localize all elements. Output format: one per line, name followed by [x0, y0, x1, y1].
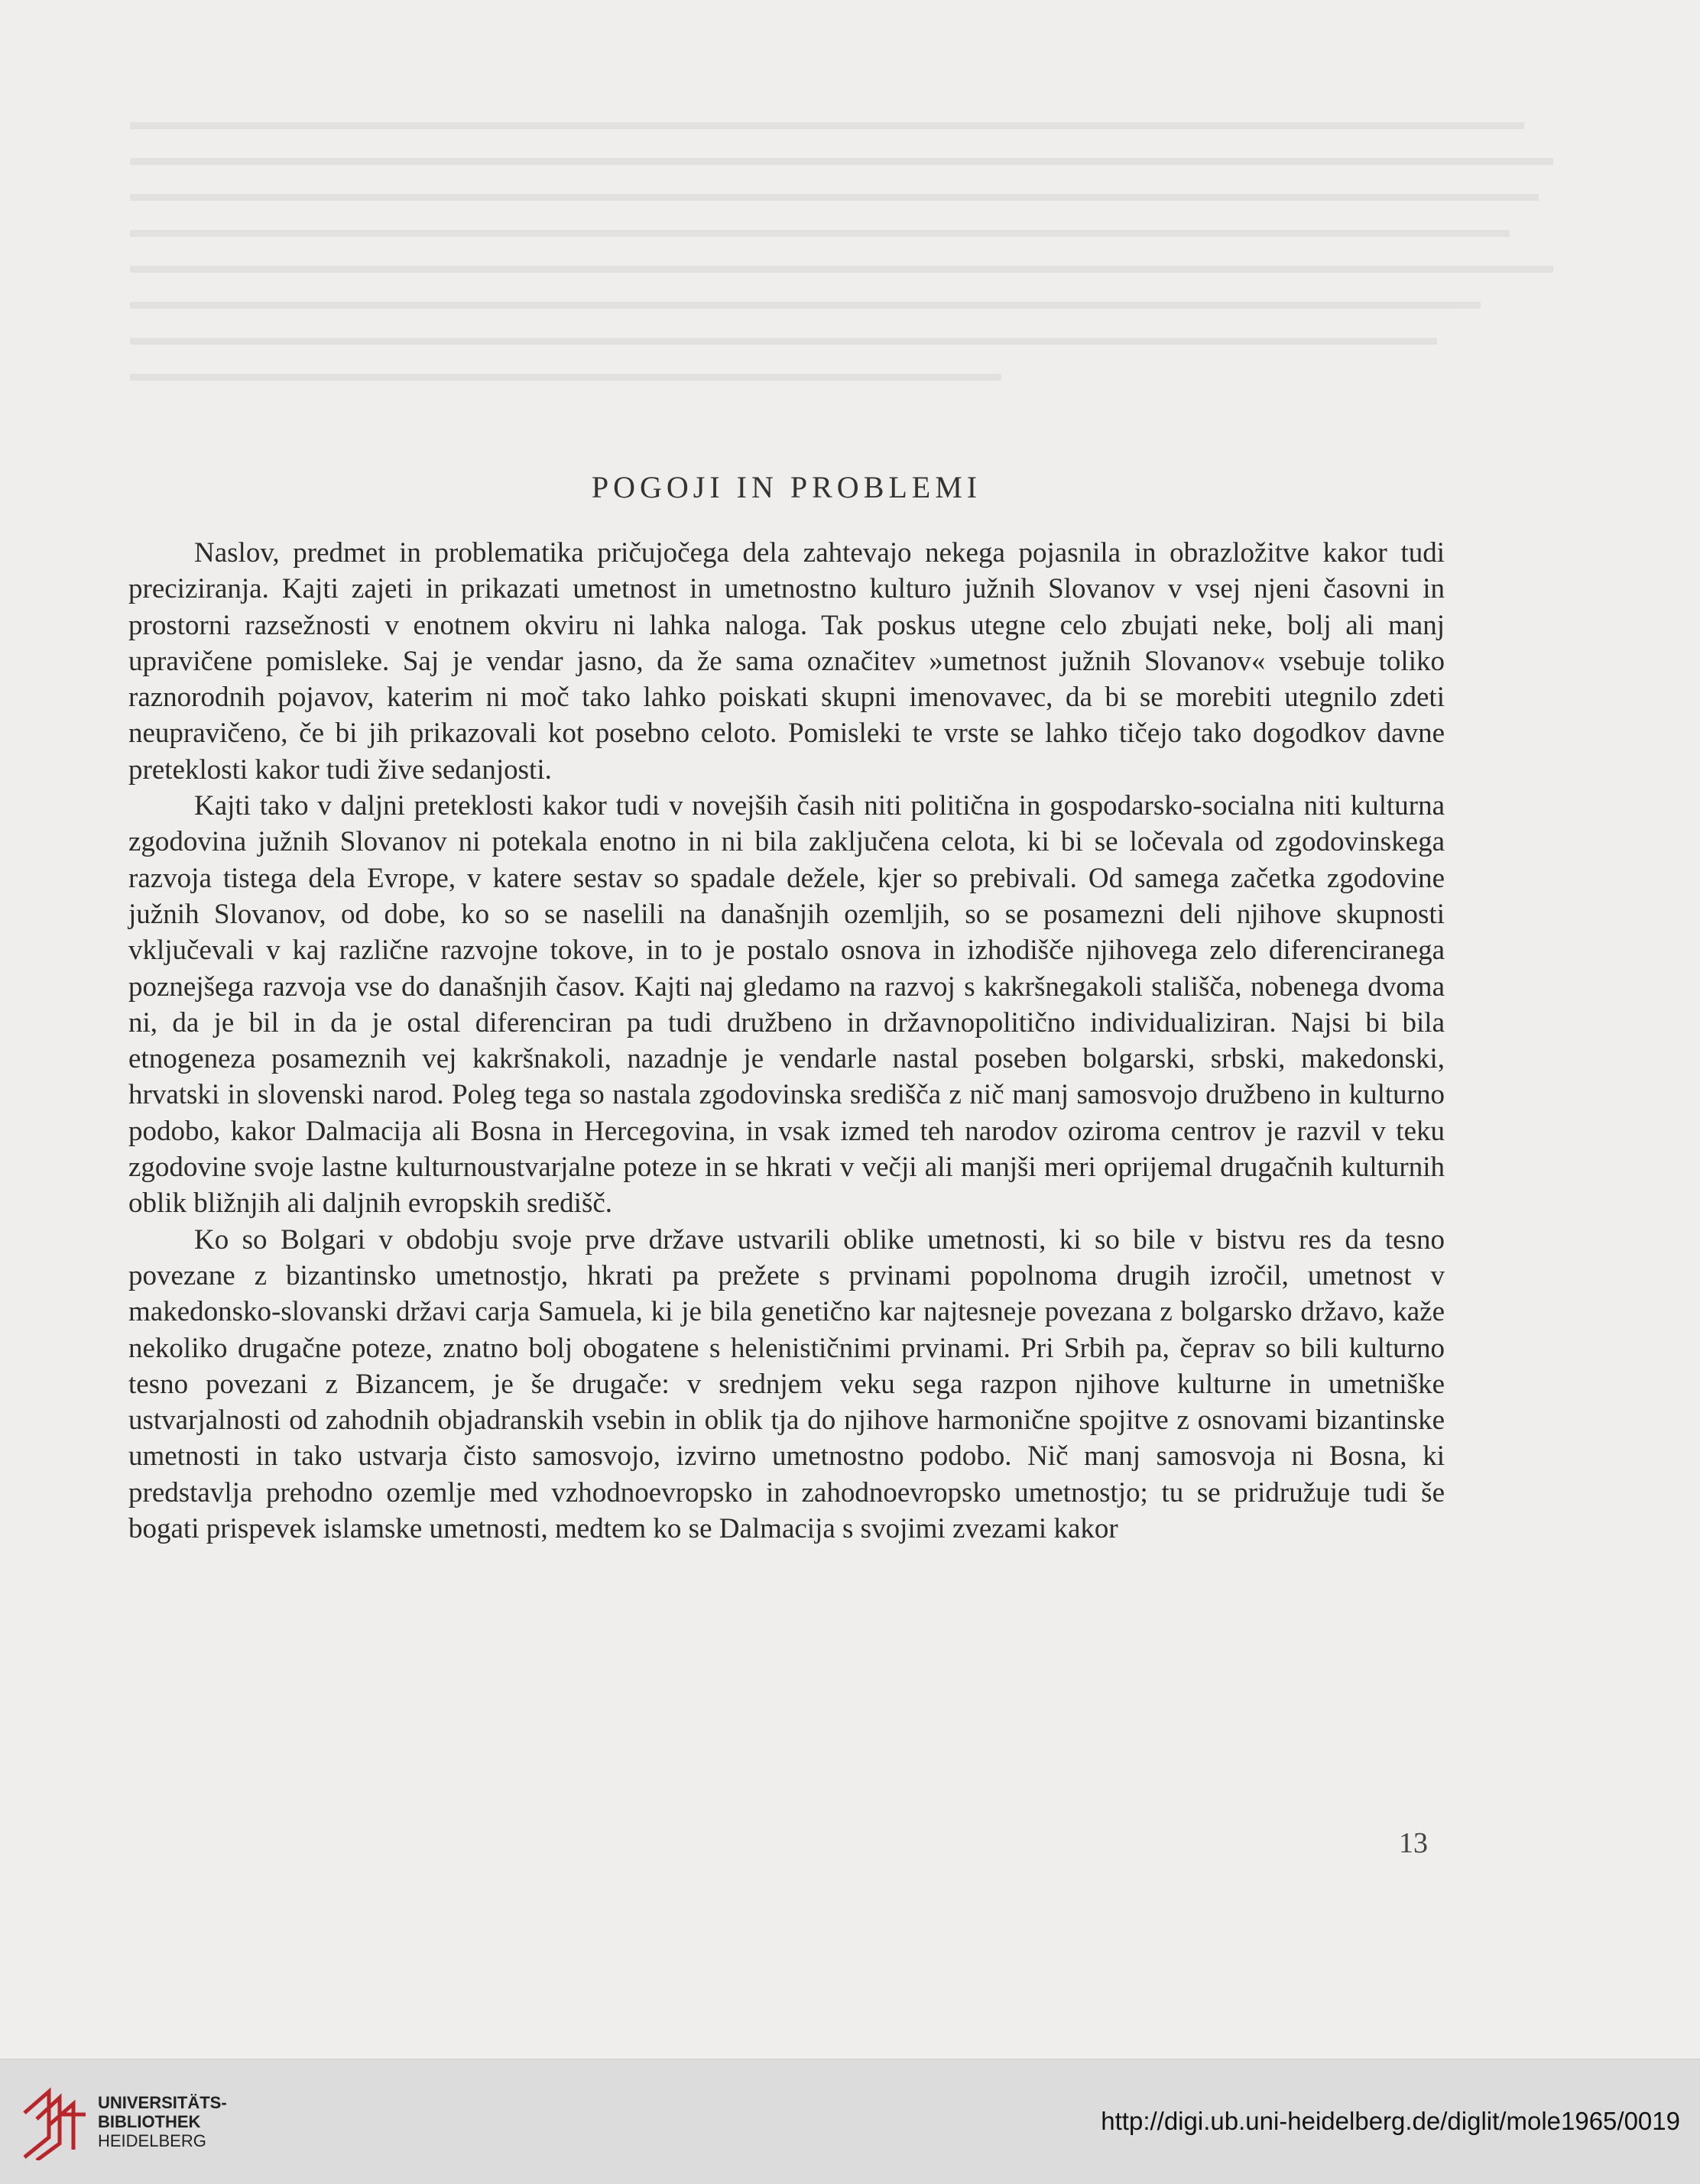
- paragraph-2: Kajti tako v daljni preteklosti kakor tudi v novejših časih niti politična in gospodarsko-socialna niti kulturna zgodovina južnih Slovanov ni potekala enotno in ni bila zaključena celota, ki bi se ločevala od zgodovinskega razvoja tistega dela Evrope, v katere sestav so spadale dežele, kjer so prebivali. Od samega začetka zgodovine južnih Slovanov, od dobe, ko so se naselili na današnjih ozemljih, so se posamezni deli njihove skupnosti vključevali v kaj različne razvojne tokove, in to je postalo osnova in izhodišče njihovega zelo diferenciranega poznejšega razvoja vse do današnjih časov. Kajti naj gledamo na razvoj s kakršnegakoli stališča, nobenega dvoma ni, da je bil in da je ostal diferenciran pa tudi družbeno in državnopolitično individualiziran. Najsi bi bila etnogeneza posameznih vej kakršnakoli, nazadnje je vendarle nastal poseben bolgarski, srbski, makedonski, hrvatski in slovenski narod. Poleg tega so nastala zgodovinska središča z nič manj samosvojo družbeno in kulturno podobo, kakor Dalmacija ali Bosna in Hercegovina, in vsak izmed teh narodov oziroma centrov je razvil v teku zgodovine svoje lastne kulturnoustvarjalne poteze in se hkrati v večji ali manjši meri oprijemal drugačnih kulturnih oblik bližnjih ali daljnih evropskih središč.: [128, 790, 1445, 1220]
- library-logo-icon: [18, 2084, 92, 2160]
- library-name-line-2: BIBLIOTHEK: [98, 2112, 201, 2131]
- permalink-url[interactable]: http://digi.ub.uni-heidelberg.de/diglit/mole1965/0019: [1101, 2107, 1680, 2135]
- library-name-line-3: HEIDELBERG: [98, 2131, 206, 2150]
- library-name-line-1: UNIVERSITÄTS-: [98, 2093, 227, 2112]
- body-text: [128, 535, 1445, 1547]
- bleed-through-text: [130, 122, 1582, 413]
- page-number: 13: [1399, 1827, 1428, 1859]
- viewer-footer: [0, 2059, 1700, 2184]
- library-name: [98, 2093, 227, 2150]
- paragraph-1: Naslov, predmet in problematika pričujočega dela zahtevajo nekega pojasnila in obrazložitve kakor tudi preciziranja. Kajti zajeti in prikazati umetnost in umetnostno kulturo južnih Slovanov v vsej njeni časovni in prostorni razsežnosti v enotnem okviru ni lahka naloga. Tak poskus utegne celo zbujati neke, bolj ali manj upravičene pomisleke. Saj je vendar jasno, da že sama označitev »umetnost južnih Slovanov« vsebuje toliko raznorodnih pojavov, katerim ni moč tako lahko poiskati skupni imenovavec, da bi se morebiti utegnilo zdeti neupravičeno, če bi jih prikazovali kot posebno celoto. Pomisleki te vrste se lahko tičejo tako dogodkov davne preteklosti kakor tudi žive sedanjosti.: [128, 537, 1445, 786]
- paragraph-3: Ko so Bolgari v obdobju svoje prve države ustvarili oblike umetnosti, ki so bile v bistvu res da tesno povezane z bizantinsko umetnostjo, hkrati pa prežete s prvinami popolnoma drugih izročil, umetnost v makedonsko-slovanski državi carja Samuela, ki je bila genetično kar najtesneje povezana z bolgarsko državo, kaže nekoliko drugačne poteze, znatno bolj obogatene s helenističnimi prvinami. Pri Srbih pa, čeprav so bili kulturno tesno povezani z Bizancem, je še drugače: v srednjem veku sega razpon njihove kulturne in umetniške ustvarjalnosti od zahodnih objadranskih vsebin in oblik tja do njihove harmonične spojitve z osnovami bizantinske umetnosti in tako ustvarja čisto samosvojo, izvirno umetnostno podobo. Nič manj samosvoja ni Bosna, ki predstavlja prehodno ozemlje med vzhodnoevropsko in zahodnoevropsko umetnostjo; tu se pridružuje tudi še bogati prispevek islamske umetnosti, medtem ko se Dalmacija s svojimi zvezami kakor: [128, 1223, 1445, 1545]
- chapter-title: POGOJI IN PROBLEMI: [591, 470, 982, 504]
